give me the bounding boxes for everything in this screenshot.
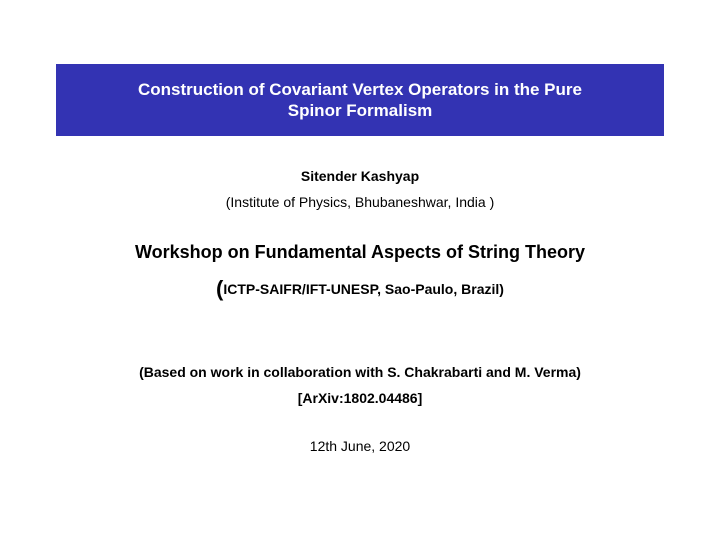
collaboration-note: (Based on work in collaboration with S. Chakrabarti and M. Verma) [139, 364, 581, 380]
arxiv-reference: [ArXiv:1802.04486] [297, 390, 423, 406]
title-banner [56, 64, 664, 136]
venue-text: ICTP-SAIFR/IFT-UNESP, Sao-Paulo, Brazil) [223, 281, 504, 297]
workshop-venue [0, 276, 720, 302]
venue-open-paren: ( [216, 276, 224, 301]
presentation-date: 12th June, 2020 [309, 438, 411, 454]
title-line-2: Spinor Formalism [287, 101, 433, 120]
title-line-1: Construction of Covariant Vertex Operators in the Pure [138, 80, 582, 99]
author-affiliation: (Institute of Physics, Bhubaneshwar, India ) [225, 194, 495, 210]
author-name: Sitender Kashyap [300, 168, 420, 184]
workshop-title: Workshop on Fundamental Aspects of String Theory [134, 242, 586, 262]
